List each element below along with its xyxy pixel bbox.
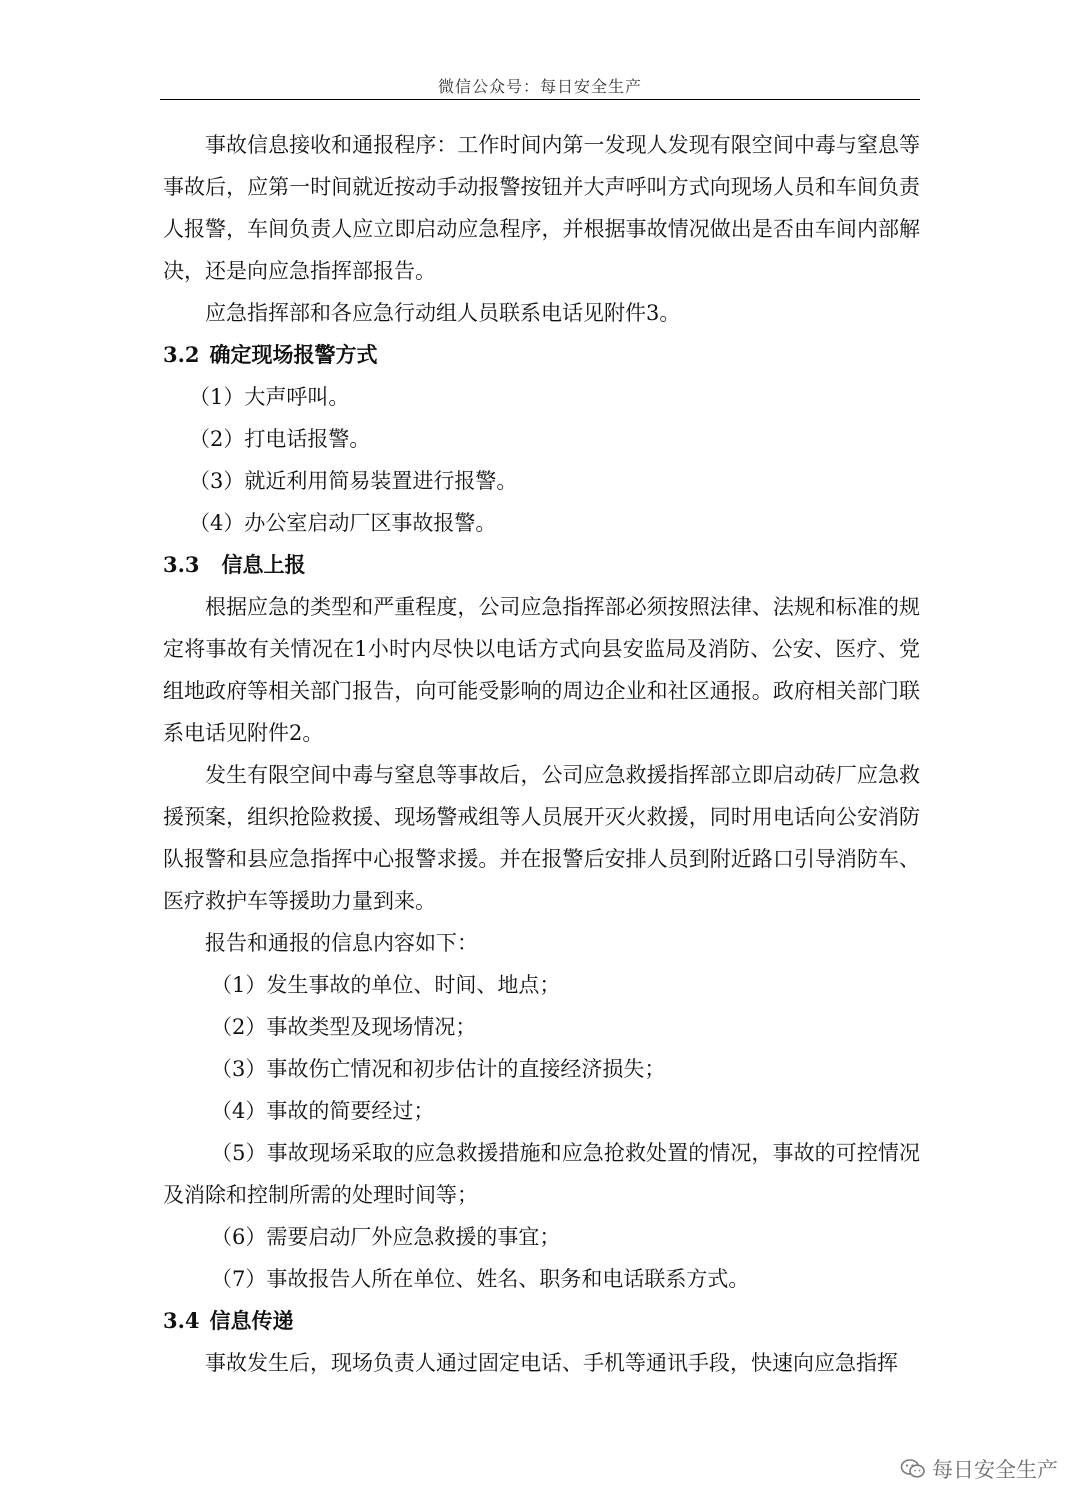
list-item: （1）大声呼叫。	[189, 385, 350, 409]
header-divider	[160, 99, 920, 100]
list-item: （2）事故类型及现场情况；	[211, 1015, 477, 1039]
paragraph-report-contents-intro: 报告和通报的信息内容如下：	[205, 931, 478, 955]
paragraph-notification-procedure: 事故信息接收和通报程序：工作时间内第一发现人发现有限空间中毒与窒息等事故后，应第一时间就近按动手动报警按钮并大声呼叫方式向现场人员和车间负责人报警，车间负责人应立即启动应急程序，并根据事故情况做出是否由车间内部解决，还是向应急指挥部报告。	[163, 133, 920, 283]
section-title: 信息传递	[209, 1308, 294, 1333]
section-number: 3.3	[163, 552, 200, 577]
list-item: （4）事故的简要经过；	[211, 1099, 435, 1123]
watermark	[900, 1454, 1058, 1484]
paragraph-reporting-rules: 根据应急的类型和严重程度，公司应急指挥部必须按照法律、法规和标准的规定将事故有关情况在1小时内尽快以电话方式向县安监局及消防、公安、医疗、党组地政府等相关部门报告，向可能受影响的周边企业和社区通报。政府相关部门联系电话见附件2。	[163, 595, 920, 745]
list-item: （6）需要启动厂外应急救援的事宜；	[211, 1225, 561, 1249]
section-number: 3.2	[163, 342, 200, 367]
list-item: （4）办公室启动厂区事故报警。	[189, 511, 497, 535]
list-item: （3）事故伤亡情况和初步估计的直接经济损失；	[211, 1057, 666, 1081]
section-heading-3-2	[163, 334, 920, 376]
paragraph-contact-reference: 应急指挥部和各应急行动组人员联系电话见附件3。	[205, 301, 681, 325]
list-item: （3）就近利用简易装置进行报警。	[189, 469, 518, 493]
section-heading-3-3	[163, 544, 920, 586]
section-title: 确定现场报警方式	[209, 342, 378, 367]
list-item: （5）事故现场采取的应急救援措施和应急抢救处置的情况，事故的可控情况及消除和控制所需的处理时间等；	[163, 1141, 920, 1207]
document-body	[163, 124, 920, 1384]
wechat-icon	[900, 1458, 926, 1480]
section-number: 3.4	[163, 1308, 200, 1333]
section-title: 信息上报	[221, 552, 306, 577]
watermark-text: 每日安全生产	[932, 1458, 1058, 1482]
paragraph-rescue-actions: 发生有限空间中毒与窒息等事故后，公司应急救援指挥部立即启动砖厂应急救援预案，组织抢险救援、现场警戒组等人员展开灭火救援，同时用电话向公安消防队报警和县应急指挥中心报警求援。并在报警后安排人员到附近路口引导消防车、医疗救护车等援助力量到来。	[163, 763, 920, 913]
list-item: （2）打电话报警。	[189, 427, 371, 451]
paragraph-information-transfer: 事故发生后，现场负责人通过固定电话、手机等通讯手段，快速向应急指挥	[205, 1351, 898, 1375]
list-item: （7）事故报告人所在单位、姓名、职务和电话联系方式。	[211, 1267, 750, 1291]
section-heading-3-4	[163, 1300, 920, 1342]
list-item: （1）发生事故的单位、时间、地点；	[211, 973, 561, 997]
page-header: 微信公众号：每日安全生产	[437, 77, 642, 96]
